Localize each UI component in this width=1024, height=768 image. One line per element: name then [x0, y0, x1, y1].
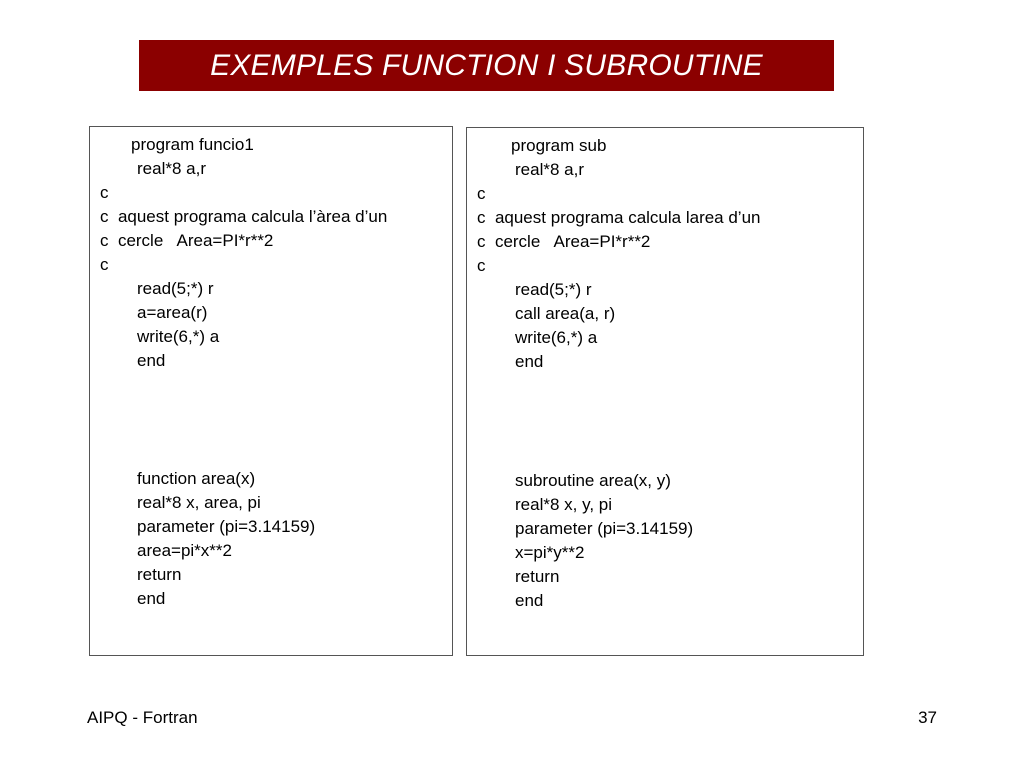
code-line-return: return	[137, 565, 182, 584]
code-line-comment: c aquest programa calcula l’àrea d’un	[100, 207, 388, 226]
code-line-assign: area=pi*x**2	[137, 541, 232, 560]
code-line-program: program funcio1	[131, 135, 254, 154]
code-line-declaration: real*8 x, y, pi	[515, 495, 613, 514]
code-line-declaration: real*8 a,r	[137, 159, 206, 178]
code-line-comment: c cercle Area=PI*r**2	[100, 231, 274, 250]
code-line-subroutine-header: subroutine area(x, y)	[515, 471, 671, 490]
code-line-function-header: function area(x)	[137, 469, 256, 488]
code-line-end: end	[515, 352, 544, 371]
code-line-read: read(5;*) r	[515, 280, 592, 299]
code-line-end: end	[137, 351, 166, 370]
footer-course-label: AIPQ - Fortran	[87, 708, 198, 727]
code-line-parameter: parameter (pi=3.14159)	[137, 517, 316, 536]
function-example-box	[89, 126, 453, 656]
code-line-declaration: real*8 a,r	[515, 160, 584, 179]
code-line-comment: c	[477, 184, 486, 203]
code-line-end: end	[137, 589, 166, 608]
code-line-comment: c aquest programa calcula larea d’un	[477, 208, 761, 227]
code-line-comment: c cercle Area=PI*r**2	[477, 232, 651, 251]
code-line-assign: x=pi*y**2	[515, 543, 585, 562]
code-line-return: return	[515, 567, 560, 586]
code-line-comment: c	[100, 255, 109, 274]
code-line-write: write(6,*) a	[515, 328, 598, 347]
slide-title: EXEMPLES FUNCTION I SUBROUTINE	[210, 48, 763, 82]
code-line-comment: c	[100, 183, 109, 202]
code-line-read: read(5;*) r	[137, 279, 214, 298]
code-line-parameter: parameter (pi=3.14159)	[515, 519, 694, 538]
code-line-call: call area(a, r)	[515, 304, 616, 323]
code-line-end: end	[515, 591, 544, 610]
code-line-assign: a=area(r)	[137, 303, 208, 322]
code-line-declaration: real*8 x, area, pi	[137, 493, 261, 512]
code-line-program: program sub	[511, 136, 607, 155]
subroutine-example-box	[466, 127, 864, 656]
slide-title-bar	[139, 40, 834, 91]
footer-page-number: 37	[918, 708, 937, 727]
code-line-comment: c	[477, 256, 486, 275]
code-line-write: write(6,*) a	[137, 327, 220, 346]
